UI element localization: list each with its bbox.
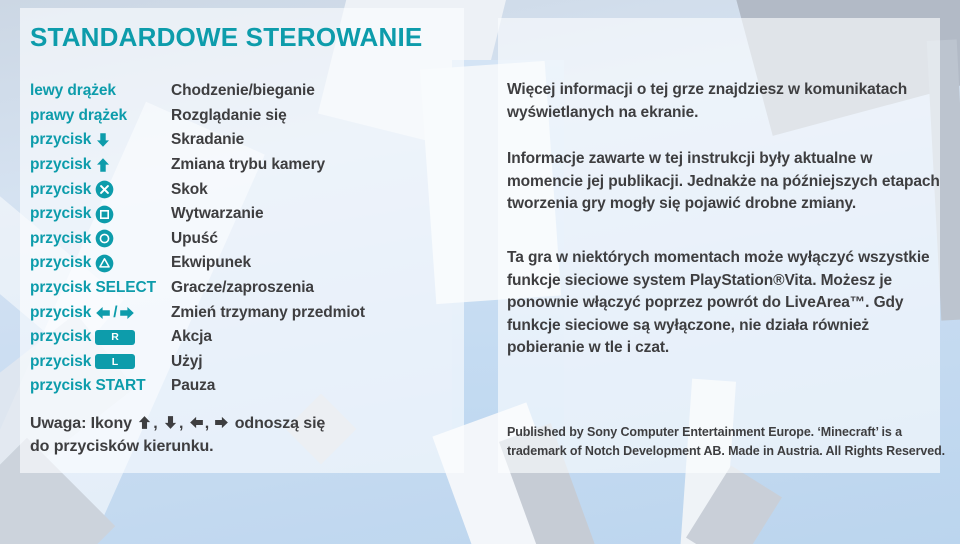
control-row: [30, 128, 462, 153]
control-action: Upuść: [171, 229, 218, 247]
control-row: [30, 300, 462, 325]
control-label: lewy drążek: [30, 82, 116, 100]
info-paragraph: Więcej informacji o tej grze znajdziesz w komunikatach wyświetlanych na ekranie.: [507, 81, 908, 121]
control-row: [30, 251, 462, 276]
control-row: [30, 350, 462, 375]
arrow-up-icon: [95, 157, 111, 173]
control-row: [30, 374, 462, 399]
controls-list: [30, 79, 462, 399]
control-action: Rozglądanie się: [171, 106, 287, 124]
control-label: przycisk: [30, 180, 171, 199]
info-paragraph: Ta gra w niektórych momentach może wyłączyć wszystkie funkcje sieciowe system PlayStation®Vita. Możesz je ponownie włączyć poprzez powrót do LiveArea™. Gdy funkcje sieciowe są wyłączone, nie działa również pobieranie w tle i czat.: [507, 249, 930, 356]
control-action: Pauza: [171, 377, 216, 395]
control-row: [30, 325, 462, 350]
control-action: Wytwarzanie: [171, 205, 264, 223]
square-button-icon: [95, 205, 114, 224]
control-row: [30, 104, 462, 129]
control-row: [30, 153, 462, 178]
arrow-up-icon: [137, 415, 152, 430]
control-label: prawy drążek: [30, 106, 128, 124]
control-label: przycisk R: [30, 328, 171, 346]
control-action: Gracze/zaproszenia: [171, 279, 314, 297]
control-label: przycisk: [30, 131, 171, 149]
control-action: Skradanie: [171, 131, 245, 149]
arrow-right-icon: [214, 415, 229, 430]
arrow-left-icon: [189, 415, 204, 430]
directional-buttons-note: Uwaga: Ikony , , , odnoszą się do przycisków kierunku.: [30, 415, 326, 455]
control-action: Ekwipunek: [171, 254, 252, 272]
control-action: Akcja: [171, 328, 212, 346]
circle-button-icon: [95, 229, 114, 248]
control-label: przycisk START: [30, 377, 146, 395]
legal-footer: Published by Sony Computer Entertainment Europe. ‘Minecraft’ is a trademark of Notch Development AB. Made in Austria. All Rights Reserved.: [507, 425, 946, 458]
control-row: [30, 202, 462, 227]
control-row: [30, 79, 462, 104]
arrow-down-icon: [95, 132, 111, 148]
control-label: przycisk SELECT: [30, 279, 156, 297]
shoulder-l-icon: L: [95, 354, 135, 369]
shoulder-r-icon: R: [95, 330, 135, 345]
control-label: przycisk: [30, 205, 171, 224]
control-label: przycisk: [30, 156, 171, 174]
slash-separator: /: [113, 303, 118, 321]
control-action: Zmień trzymany przedmiot: [171, 303, 365, 321]
control-label: przycisk /: [30, 304, 171, 322]
control-action: Chodzenie/bieganie: [171, 82, 315, 100]
page-title: STANDARDOWE STEROWANIE: [30, 22, 423, 52]
triangle-button-icon: [95, 254, 114, 273]
control-label: przycisk: [30, 254, 171, 273]
arrow-right-icon: [119, 305, 135, 321]
arrow-down-icon: [163, 415, 178, 430]
arrow-left-icon: [95, 305, 111, 321]
control-row: [30, 227, 462, 252]
control-row: [30, 276, 462, 301]
info-paragraph: Informacje zawarte w tej instrukcji były aktualne w momencie jej publikacji. Jednakże na późniejszych etapach tworzenia gry mogły się pojawić drobne zmiany.: [507, 150, 940, 212]
control-action: Zmiana trybu kamery: [171, 156, 326, 174]
cross-button-icon: [95, 180, 114, 199]
control-row: [30, 177, 462, 202]
control-action: Skok: [171, 180, 208, 198]
control-action: Użyj: [171, 352, 203, 370]
control-label: przycisk L: [30, 353, 171, 371]
control-label: przycisk: [30, 229, 171, 248]
